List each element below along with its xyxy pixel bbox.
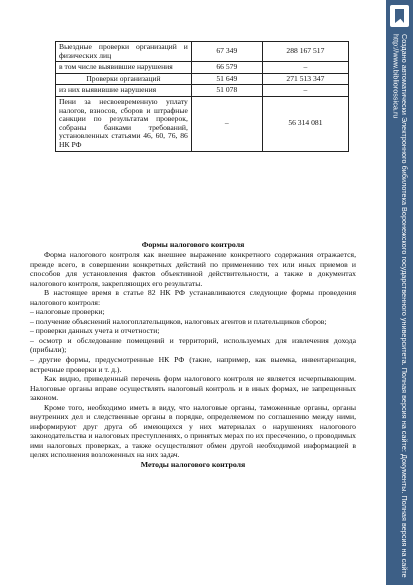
section-heading: Формы налогового контроля: [141, 240, 245, 249]
table-row: [56, 73, 349, 85]
table-cell-count: 67 349: [191, 42, 262, 62]
table-cell-name: в том числе выявившие нарушения: [56, 62, 192, 74]
table-cell-name: из них выявившие нарушения: [56, 85, 192, 97]
body-text: [30, 240, 356, 470]
paragraph: Как видно, приведенный перечень форм налогового контроля не является исчерпывающим. Налоговые органы вправе осуществлять налоговый контроль и в иных формах, не запрещенных законом.: [30, 374, 356, 403]
library-logo-icon: [390, 5, 409, 27]
list-item: – проверки данных учета и отчетности;: [30, 326, 160, 336]
list-item: – получение объяснений налогоплательщиков, налоговых агентов и плательщиков сборов;: [30, 316, 327, 326]
table-row: [56, 85, 349, 97]
tax-control-table: [55, 41, 349, 152]
table-cell-count: 51 649: [191, 73, 262, 85]
table-cell-name: Выездные проверки организаций и физических лиц: [56, 42, 192, 62]
list-item: – другие формы, предусмотренные НК РФ (такие, например, как выемка, инвентаризация, встречные проверки и т. д.).: [30, 355, 356, 374]
table-cell-count: –: [191, 96, 262, 151]
table-cell-name: Проверки организаций: [56, 73, 192, 85]
library-sidebar: [386, 0, 413, 585]
paragraph: Форма налогового контроля как внешнее выражение конкретного содержания отражается, прежде всего, в совершении конкретных действий по применению тех или иных приемов и способов для установления фактов объективной действительности, а также в документах налогового контроля, закрепляющих его результаты.: [30, 250, 356, 288]
sidebar-notice: Создано автоматически Электронного бибилотека Воронежского государственного университета. Полная версия на сайте: Документы. Полная версия на сайте http://www.bibliorossica.ru: [391, 34, 409, 578]
table-cell-count: 51 078: [191, 85, 262, 97]
table-cell-amount: 288 167 517: [262, 42, 348, 62]
paragraph: В настоящее время в статье 82 НК РФ устанавливаются следующие формы проведения налогового контроля:: [30, 288, 356, 307]
table-row: [56, 42, 349, 62]
table-cell-amount: –: [262, 85, 348, 97]
paragraph: Кроме того, необходимо иметь в виду, что налоговые органы, таможенные органы, органы внутренних дел и следственные органы в порядке, определяемом по соглашению между ними, информируют друг друга об имеющихся у них материалах о нарушениях налогового законодательства и налоговых преступлениях, о принятых мерах по их пресечению, о проводимых ими налоговых проверках, а также осуществляют обмен другой необходимой информацией в целях исполнения возложенных на них задач.: [30, 402, 356, 460]
table-cell-amount: –: [262, 62, 348, 74]
table-cell-name: Пени за несвоевременную уплату налогов, взносов, сборов и штрафные санкции по результатам проверок, собраны банками требований, установленных статьями 46, 60, 76, 86 НК РФ: [56, 96, 192, 151]
section-heading: Методы налогового контроля: [140, 460, 246, 470]
table-cell-amount: 56 314 081: [262, 96, 348, 151]
table-row: [56, 96, 349, 151]
list-item: – осмотр и обследование помещений и территорий, используемых для извлечения дохода (прибыли);: [30, 335, 356, 355]
table-cell-count: 66 579: [191, 62, 262, 74]
table-cell-amount: 271 513 347: [262, 73, 348, 85]
table-row: [56, 62, 349, 74]
list-item: – налоговые проверки;: [30, 307, 105, 317]
